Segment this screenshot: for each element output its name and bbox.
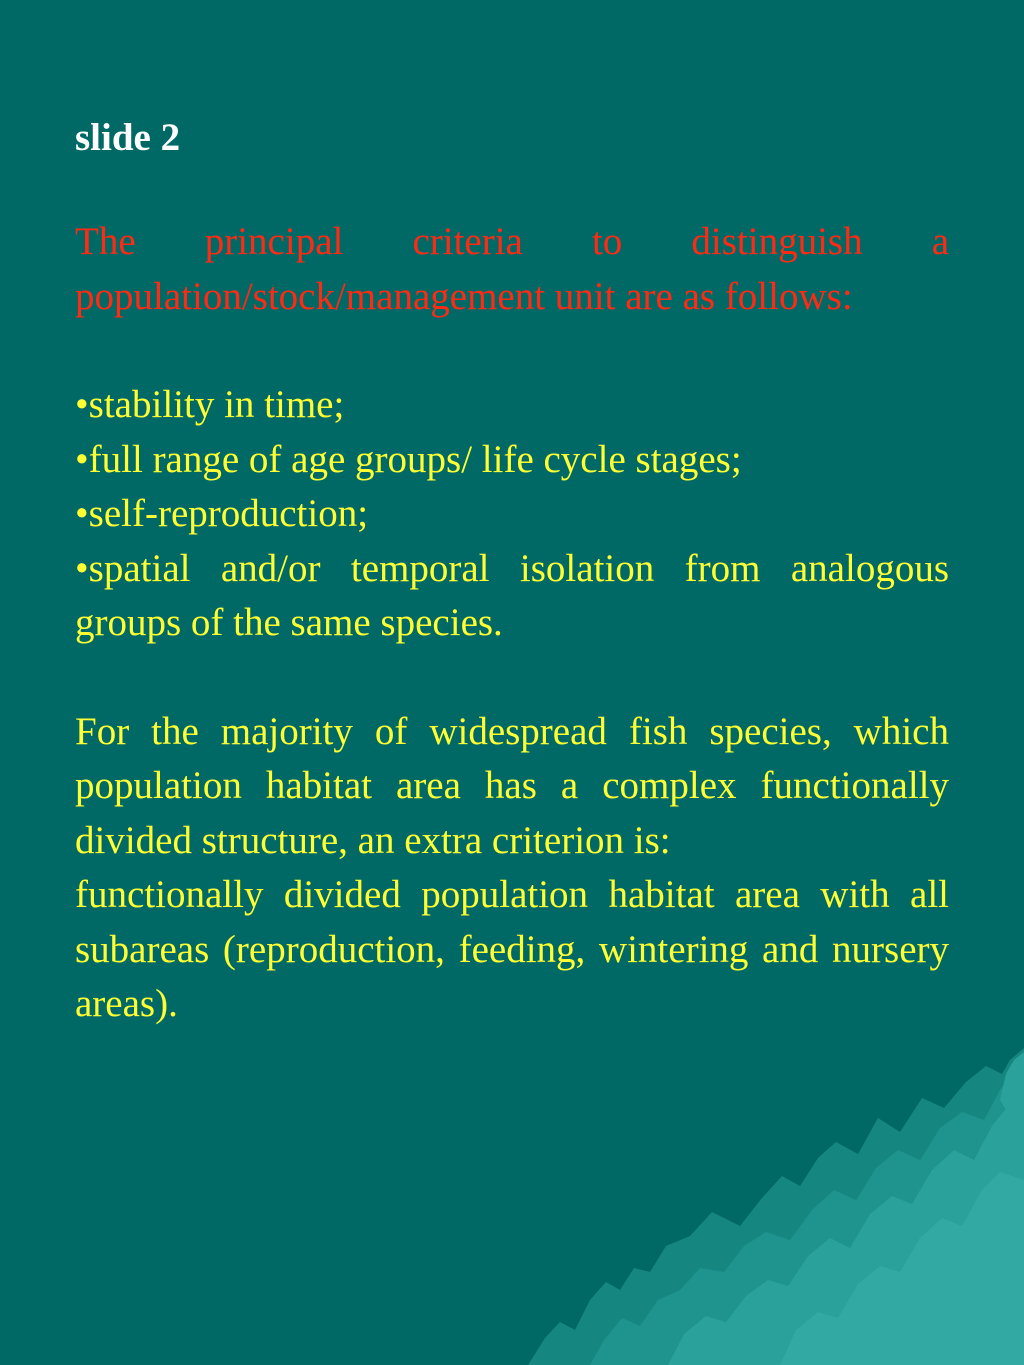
extra-criterion-paragraph: For the majority of widespread fish species, which population habitat area has a complex functionally divided structure, an extra criterion is:: [75, 709, 949, 862]
slide-title: slide 2: [75, 116, 181, 159]
extra-criterion-text: functionally divided population habitat area with all subareas (reproduction, feeding, wintering and nursery areas).: [75, 873, 949, 1025]
criteria-item: • full range of age groups/ life cycle stages;: [75, 433, 949, 488]
criteria-list: [75, 378, 949, 651]
criteria-item: • spatial and/or temporal isolation from analogous groups of the same species.: [75, 542, 949, 651]
slide-content: [75, 113, 949, 1032]
criteria-item: • self-reproduction;: [75, 487, 949, 542]
intro-paragraph: The principal criteria to distinguish a population/stock/management unit are as follows:: [75, 220, 949, 318]
criteria-item: • stability in time;: [75, 378, 949, 433]
